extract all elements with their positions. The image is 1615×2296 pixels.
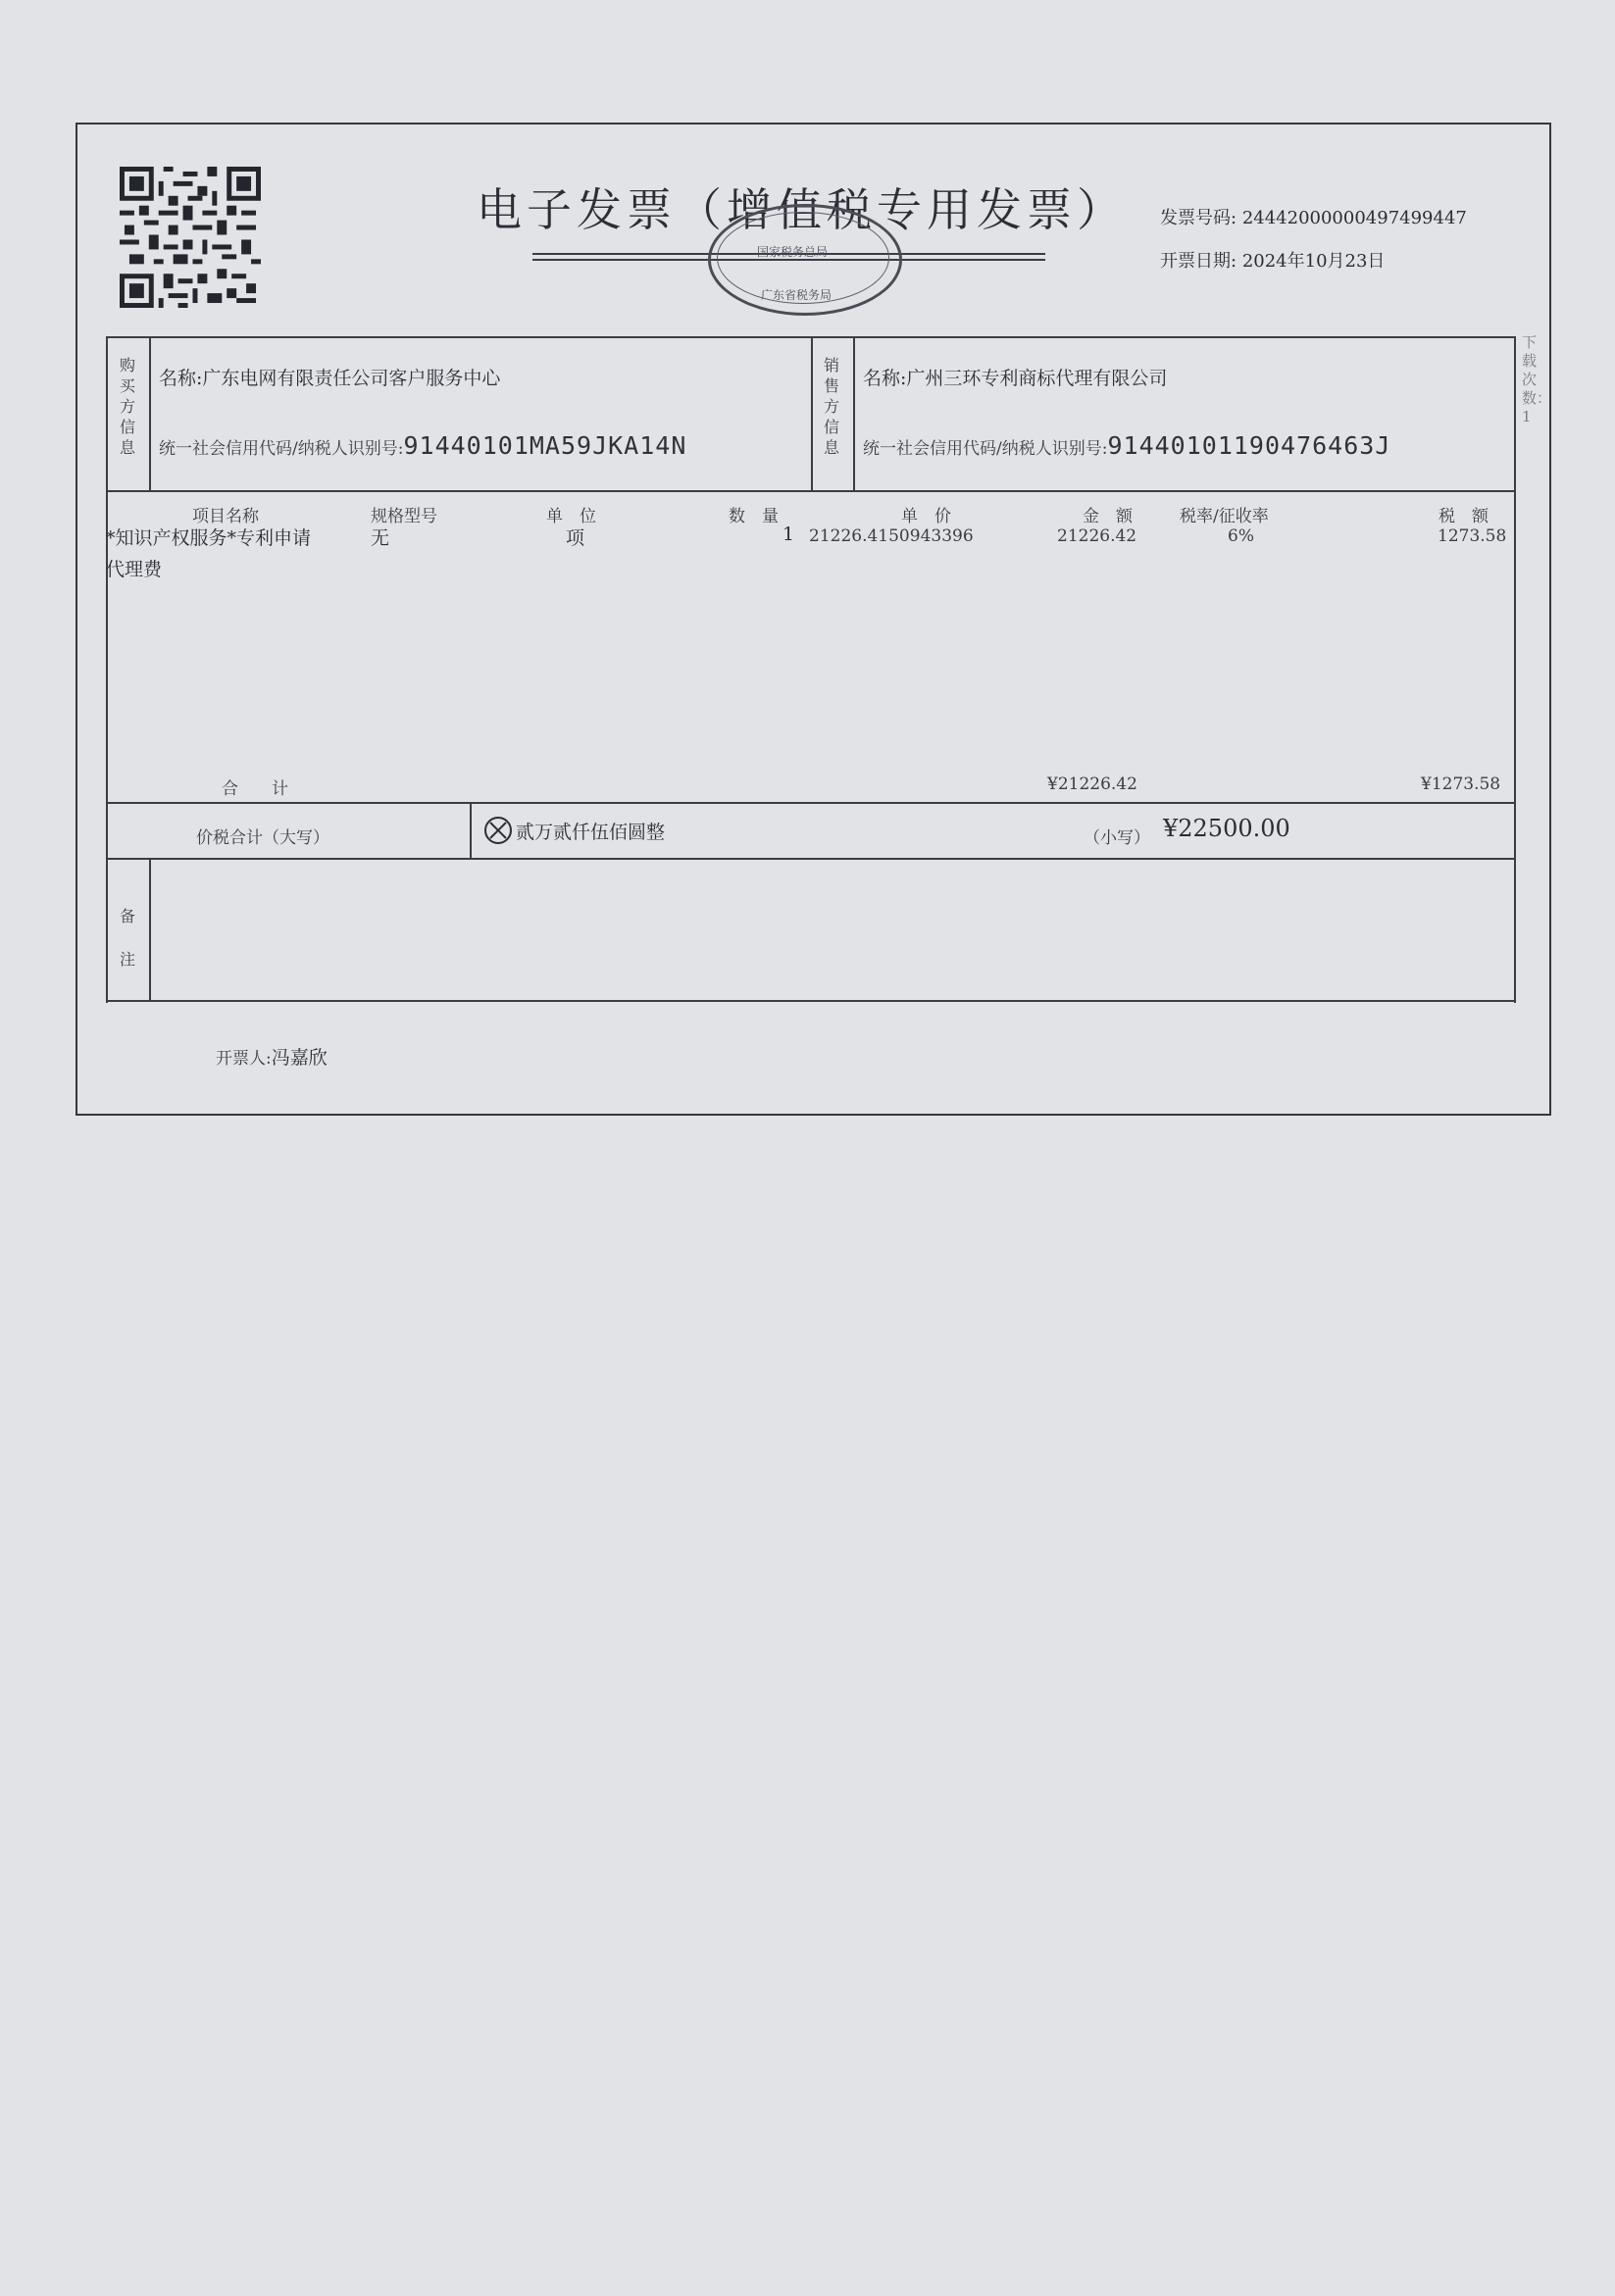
item-unit-price: 21226.4150943396 [809,526,974,546]
invoice-date-label: 开票日期: [1160,251,1237,272]
item-unit: 项 [566,527,585,549]
table-left-border [106,336,108,1003]
buyer-tax-id-value: 91440101MA59JKA14N [403,431,687,460]
issuer [216,1043,328,1070]
party-divider [811,336,813,491]
invoice-date [1160,247,1385,273]
buyer-tax-id-label: 统一社会信用代码/纳税人识别号: [159,439,404,459]
item-spec: 无 [371,527,390,549]
col-header-rate: 税率/征收率 [1180,507,1269,526]
qr-code-icon [120,167,261,308]
invoice-number [1160,204,1467,229]
seller-tax-id-label: 统一社会信用代码/纳税人识别号: [863,439,1108,459]
buyer-name-value: 广东电网有限责任公司客户服务中心 [202,368,501,389]
grand-total-small-label: （小写） [1084,828,1150,848]
remarks-label: 备注 [119,907,135,969]
seller-name-value: 广州三环专利商标代理有限公司 [906,368,1168,389]
item-name-line-2: 代理费 [106,559,163,580]
table-right-border [1514,336,1516,1003]
grand-total-label: 价税合计（大写） [196,828,329,848]
grand-total-words: 贰万贰仟伍佰圆整 [516,822,666,843]
seller-name [863,364,1167,390]
grand-bottom-border [106,858,1516,860]
issuer-label: 开票人: [216,1049,272,1069]
invoice-number-value: 24442000000497499447 [1241,208,1467,228]
col-header-qty: 数 量 [729,507,779,526]
item-qty: 1 [782,524,795,545]
total-amount: ¥21226.42 [1047,774,1137,794]
seal-line-1: 国家税务总局 [757,245,829,259]
buyer-name-label: 名称: [159,368,203,389]
col-header-unit: 单 位 [546,507,596,526]
remarks-label-divider [149,858,151,1001]
buyer-name [159,364,500,390]
buyer-section-label: 购买方信息 [119,356,135,457]
col-header-spec: 规格型号 [371,507,437,526]
col-header-price: 单 价 [901,507,951,526]
grand-total-number: ¥22500.00 [1163,815,1290,842]
invoice-date-value: 2024年10月23日 [1241,251,1386,272]
seller-section-label: 销售方信息 [823,356,839,457]
grand-label-divider [470,802,472,859]
invoice-title: 电子发票（增值税专用发票） [477,183,1127,236]
issuer-name: 冯嘉欣 [271,1047,328,1069]
total-label: 合 计 [222,779,288,799]
buyer-label-divider [149,336,151,491]
col-header-name: 项目名称 [192,507,259,526]
items-bottom-border [106,802,1516,804]
table-bottom-border [106,1000,1516,1002]
seller-label-divider [853,336,855,491]
circle-x-icon [483,816,513,845]
item-tax: 1273.58 [1438,526,1507,546]
seal-line-2: 广东省税务局 [761,288,833,302]
item-tax-rate: 6% [1228,526,1254,546]
total-tax: ¥1273.58 [1421,774,1501,794]
download-count-note: 下载次数：1 [1522,333,1552,425]
item-amount: 21226.42 [1057,526,1137,546]
invoice-number-label: 发票号码: [1160,208,1237,228]
item-name-line-1: *知识产权服务*专利申请 [106,527,312,549]
seller-tax-id [863,431,1390,460]
col-header-amount: 金 额 [1083,507,1133,526]
col-header-tax: 税 额 [1438,507,1489,526]
buyer-tax-id [159,431,686,460]
seller-tax-id-value: 91440101190476463J [1107,431,1391,460]
table-row [106,522,1518,590]
seller-name-label: 名称: [863,368,907,389]
